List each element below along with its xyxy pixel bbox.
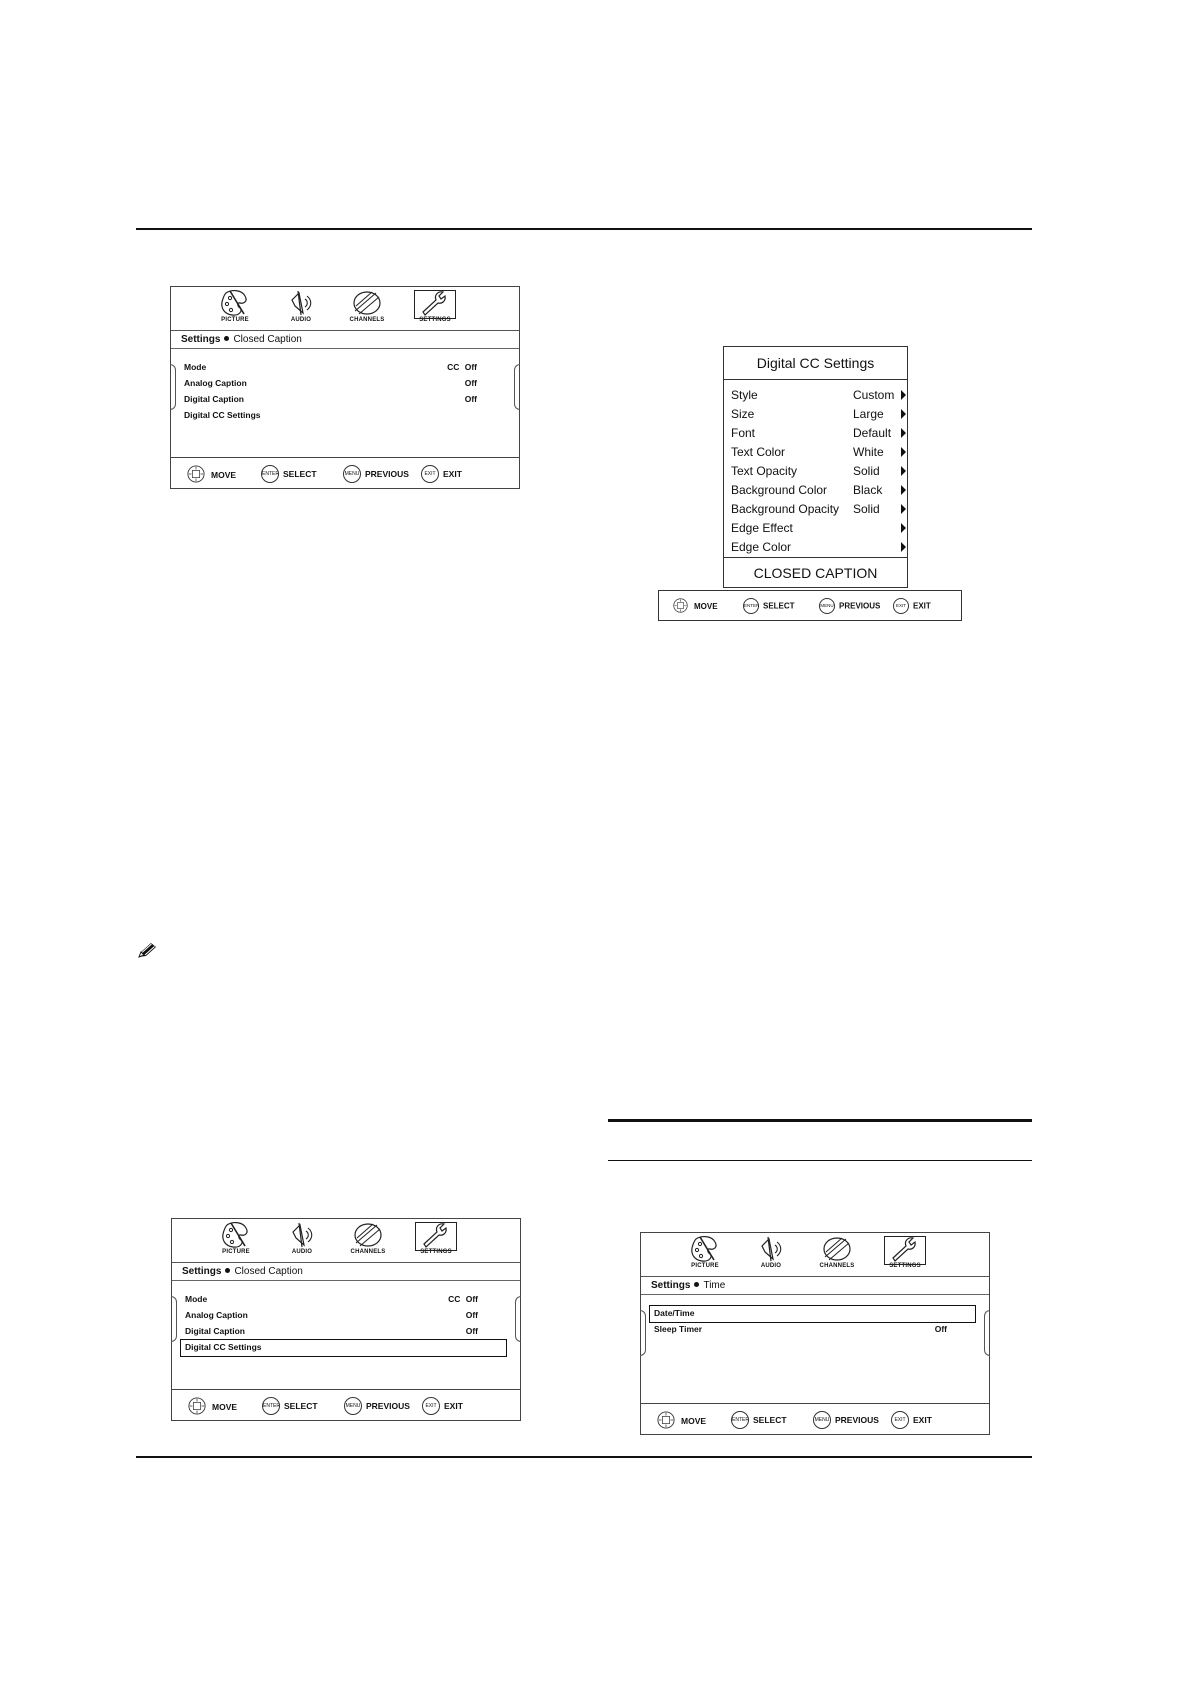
bullet-icon <box>225 1268 230 1273</box>
menu-item-value: CC Off <box>447 362 477 372</box>
section-rule-thin <box>608 1160 1032 1161</box>
tab-label: AUDIO <box>760 1263 782 1269</box>
cc-setting-label: Edge Color <box>731 540 792 554</box>
footer-exit <box>421 465 462 483</box>
cc-setting-label: Font <box>731 426 756 440</box>
tab-label: AUDIO <box>291 1249 313 1255</box>
footer-label: MOVE <box>211 470 237 480</box>
menu-item[interactable] <box>171 391 519 407</box>
menu-tabs <box>641 1233 989 1277</box>
footer-move <box>187 465 236 485</box>
cc-setting-value: White <box>853 445 884 459</box>
menu-item-value: Off <box>934 1324 947 1334</box>
footer-label: EXIT <box>913 601 931 611</box>
enter-button-icon: ENTER <box>731 1411 749 1429</box>
cc-setting-row[interactable] <box>731 442 907 461</box>
cc-setting-row[interactable] <box>731 385 907 404</box>
palette-icon <box>207 289 263 317</box>
menu-screen-closed-caption-selected <box>171 1218 521 1421</box>
breadcrumb <box>651 1280 725 1291</box>
footer-label: EXIT <box>443 469 462 479</box>
menu-body <box>171 1218 521 1390</box>
menu-item[interactable] <box>641 1305 989 1321</box>
footer-select <box>262 1397 318 1415</box>
tab-label: CHANNELS <box>819 1263 855 1269</box>
footer-label: MOVE <box>681 1416 707 1426</box>
enter-button-icon: ENTER <box>743 598 759 614</box>
arrow-right-icon <box>901 504 906 514</box>
tab-selection-frame <box>884 1236 926 1265</box>
arrow-right-icon <box>901 542 906 552</box>
digital-cc-footer <box>658 590 962 621</box>
cc-setting-row[interactable] <box>731 480 907 499</box>
exit-button-icon: EXIT <box>421 465 439 483</box>
menu-button-icon: MENU <box>813 1411 831 1429</box>
footer-label: EXIT <box>913 1415 932 1425</box>
tab-audio[interactable] <box>743 1235 799 1275</box>
enter-button-icon: ENTER <box>262 1397 280 1415</box>
footer-label: SELECT <box>283 469 317 479</box>
menu-tabs <box>172 1219 520 1263</box>
tab-label: SETTINGS <box>889 1263 921 1269</box>
speaker-icon <box>274 1221 330 1249</box>
divider <box>171 348 519 349</box>
cc-setting-row[interactable] <box>731 404 907 423</box>
digital-cc-title: Digital CC Settings <box>724 347 907 380</box>
tab-selection-frame <box>415 1222 457 1251</box>
menu-item-label: Analog Caption <box>185 1310 248 1320</box>
menu-item-label: Digital CC Settings <box>185 1342 262 1352</box>
tab-selection-frame <box>414 290 456 319</box>
arrow-right-icon <box>901 523 906 533</box>
menu-item-value: Off <box>465 1310 478 1320</box>
footer-label: SELECT <box>753 1415 787 1425</box>
tab-label: PICTURE <box>691 1263 719 1269</box>
satellite-dish-icon <box>340 1221 396 1249</box>
footer-label: PREVIOUS <box>835 1415 879 1425</box>
tab-label: CHANNELS <box>350 1249 386 1255</box>
menu-items <box>171 359 519 423</box>
menu-item[interactable] <box>172 1307 520 1323</box>
cc-setting-label: Text Color <box>731 445 786 459</box>
menu-item[interactable] <box>172 1291 520 1307</box>
menu-button-icon: MENU <box>343 465 361 483</box>
arrow-right-icon <box>901 409 906 419</box>
tab-label: CHANNELS <box>349 317 385 323</box>
footer-select <box>261 465 317 483</box>
menu-item-value: Off <box>464 394 477 404</box>
cc-setting-label: Style <box>731 388 758 402</box>
cc-setting-value: Custom <box>853 388 895 402</box>
navigation-pad-icon <box>657 1411 675 1431</box>
cc-setting-value: Black <box>853 483 883 497</box>
divider <box>641 1294 989 1295</box>
arrow-right-icon <box>901 485 906 495</box>
bottom-rule <box>136 1456 1032 1458</box>
footer-label: PREVIOUS <box>365 469 409 479</box>
footer-select <box>731 1411 787 1429</box>
tab-settings[interactable] <box>877 1235 933 1275</box>
footer-previous <box>343 465 409 483</box>
menu-item[interactable] <box>641 1321 989 1337</box>
cc-setting-row[interactable] <box>731 461 907 480</box>
menu-footer <box>171 1389 521 1421</box>
cc-setting-label: Edge Effect <box>731 521 793 535</box>
tab-audio[interactable] <box>273 289 329 329</box>
menu-item-label: Mode <box>185 1294 208 1304</box>
footer-label: PREVIOUS <box>839 601 881 611</box>
cc-setting-value: Default <box>853 426 892 440</box>
enter-button-icon: ENTER <box>261 465 279 483</box>
footer-exit <box>893 598 931 614</box>
menu-items <box>172 1291 520 1355</box>
breadcrumb-page: Closed Caption <box>234 1266 303 1277</box>
exit-button-icon: EXIT <box>891 1411 909 1429</box>
tab-label: SETTINGS <box>419 317 451 323</box>
tab-label: PICTURE <box>222 1249 250 1255</box>
menu-screen-closed-caption <box>170 286 520 489</box>
footer-label: SELECT <box>763 601 795 611</box>
pencil-icon <box>137 941 159 964</box>
arrow-right-icon <box>901 390 906 400</box>
cc-setting-value: Large <box>853 407 884 421</box>
footer-move <box>657 1411 706 1431</box>
menu-body <box>640 1232 990 1404</box>
digital-cc-settings-menu <box>723 346 908 588</box>
footer-move <box>188 1397 237 1417</box>
menu-item-label: Date/Time <box>654 1308 695 1318</box>
tab-label: AUDIO <box>290 317 312 323</box>
top-rule <box>136 228 1032 230</box>
arrow-right-icon <box>901 428 906 438</box>
menu-item[interactable] <box>171 407 519 423</box>
palette-icon <box>677 1235 733 1263</box>
footer-exit <box>422 1397 463 1415</box>
cc-setting-label: Background Opacity <box>731 502 840 516</box>
menu-tabs <box>171 287 519 331</box>
tab-channels[interactable] <box>339 289 395 329</box>
cc-setting-label: Size <box>731 407 755 421</box>
cc-setting-row[interactable] <box>731 518 907 537</box>
footer-label: EXIT <box>444 1401 463 1411</box>
navigation-pad-icon <box>188 1397 206 1417</box>
tab-channels[interactable] <box>340 1221 396 1261</box>
footer-previous <box>819 598 880 614</box>
footer-label: PREVIOUS <box>366 1401 410 1411</box>
cc-setting-label: Background Color <box>731 483 828 497</box>
menu-footer <box>640 1403 990 1435</box>
tab-label: PICTURE <box>221 317 249 323</box>
breadcrumb-page: Closed Caption <box>233 334 302 345</box>
menu-item-label: Digital CC Settings <box>184 410 261 420</box>
menu-item[interactable] <box>171 359 519 375</box>
breadcrumb-page: Time <box>703 1280 726 1291</box>
cc-setting-value: Solid <box>853 464 880 478</box>
footer-exit <box>891 1411 932 1429</box>
menu-body <box>170 286 520 458</box>
menu-button-icon: MENU <box>819 598 835 614</box>
menu-item-label: Digital Caption <box>184 394 244 404</box>
menu-items <box>641 1305 989 1337</box>
menu-screen-time <box>640 1232 990 1435</box>
satellite-dish-icon <box>339 289 395 317</box>
speaker-icon <box>273 289 329 317</box>
tab-channels[interactable] <box>809 1235 865 1275</box>
breadcrumb-section: Settings <box>182 1266 222 1277</box>
breadcrumb <box>182 1266 303 1277</box>
exit-button-icon: EXIT <box>893 598 909 614</box>
footer-label: MOVE <box>212 1402 238 1412</box>
footer-label: SELECT <box>284 1401 318 1411</box>
menu-item[interactable] <box>172 1323 520 1339</box>
cc-setting-row[interactable] <box>731 537 907 556</box>
menu-item-label: Analog Caption <box>184 378 247 388</box>
breadcrumb <box>181 334 302 345</box>
cc-setting-row[interactable] <box>731 423 907 442</box>
tab-picture[interactable] <box>207 289 263 329</box>
menu-item-label: Sleep Timer <box>654 1324 703 1334</box>
cc-setting-value: Solid <box>853 502 880 516</box>
palette-icon <box>208 1221 264 1249</box>
footer-move <box>673 598 718 615</box>
closed-caption-label: CLOSED CAPTION <box>724 557 907 588</box>
menu-item-label: Mode <box>184 362 207 372</box>
navigation-pad-icon <box>187 465 205 485</box>
cc-setting-row[interactable] <box>731 499 907 518</box>
tab-picture[interactable] <box>677 1235 733 1275</box>
menu-footer <box>170 457 520 489</box>
menu-item-label: Digital Caption <box>185 1326 245 1336</box>
bullet-icon <box>694 1282 699 1287</box>
tab-label: SETTINGS <box>420 1249 452 1255</box>
footer-previous <box>344 1397 410 1415</box>
tab-audio[interactable] <box>274 1221 330 1261</box>
exit-button-icon: EXIT <box>422 1397 440 1415</box>
bullet-icon <box>224 336 229 341</box>
tab-settings[interactable] <box>408 1221 464 1261</box>
footer-previous <box>813 1411 879 1429</box>
cc-setting-label: Text Opacity <box>731 464 798 478</box>
divider <box>172 1280 520 1281</box>
footer-label: MOVE <box>694 602 718 611</box>
satellite-dish-icon <box>809 1235 865 1263</box>
navigation-pad-icon <box>673 598 688 615</box>
footer-select <box>743 598 795 614</box>
arrow-right-icon <box>901 466 906 476</box>
arrow-right-icon <box>901 447 906 457</box>
menu-item[interactable] <box>172 1339 520 1355</box>
tab-settings[interactable] <box>407 289 463 329</box>
speaker-icon <box>743 1235 799 1263</box>
breadcrumb-section: Settings <box>181 334 221 345</box>
breadcrumb-section: Settings <box>651 1280 691 1291</box>
menu-item[interactable] <box>171 375 519 391</box>
menu-button-icon: MENU <box>344 1397 362 1415</box>
tab-picture[interactable] <box>208 1221 264 1261</box>
menu-item-value: Off <box>464 378 477 388</box>
section-rule-thick <box>608 1119 1032 1122</box>
menu-item-value: CC Off <box>448 1294 478 1304</box>
menu-item-value: Off <box>465 1326 478 1336</box>
